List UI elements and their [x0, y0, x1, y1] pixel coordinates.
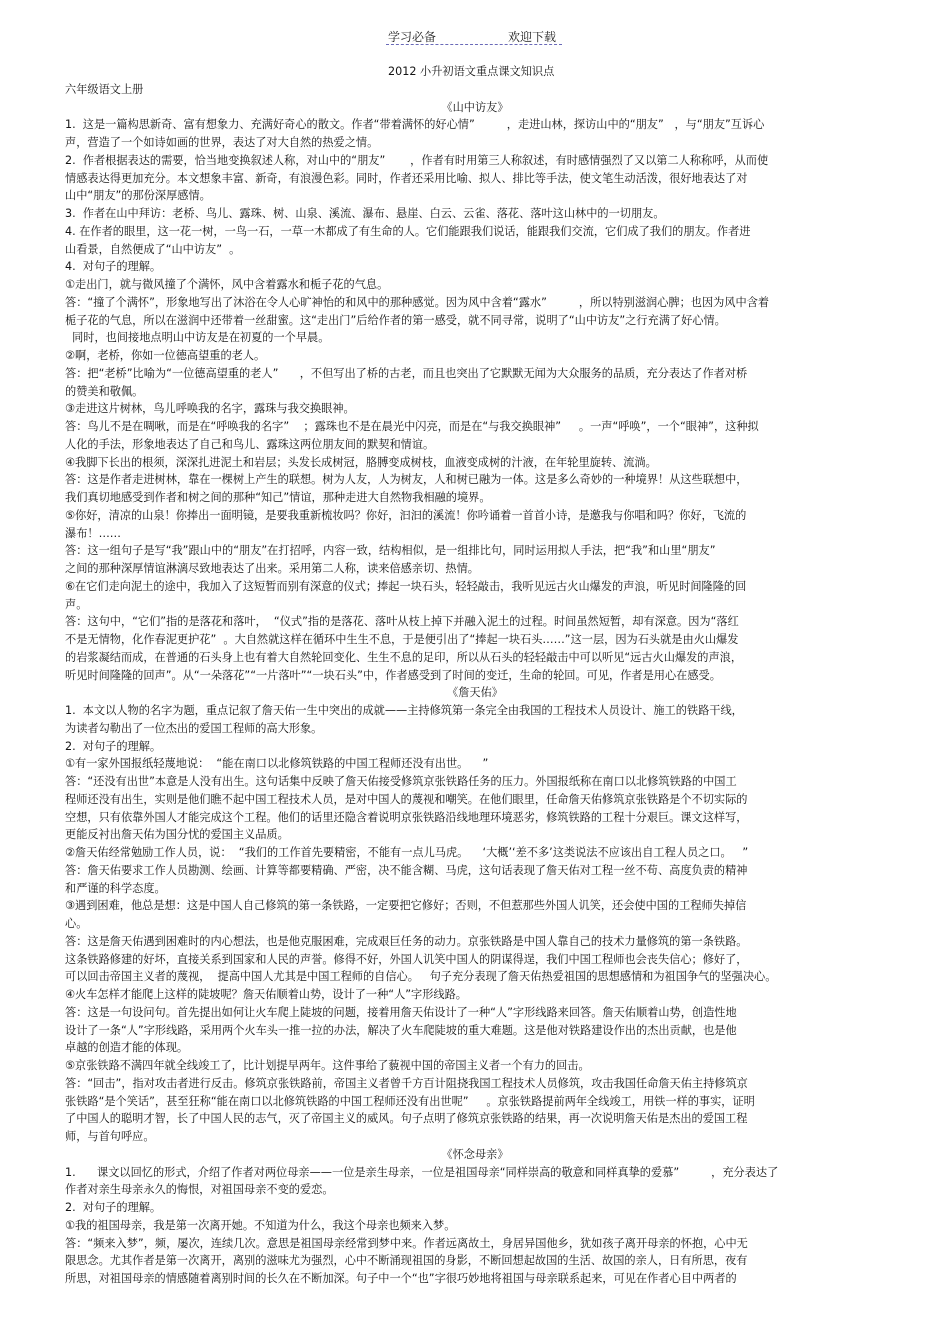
- text-line: 不是无情物，化作春泥更护花” 。大自然就这样在循环中生生不息，于是便引出了“捧起一块石头……”这一层，因为石头就是由火山爆发: [65, 633, 739, 646]
- text-line: ④我脚下长出的根须，深深扎进泥土和岩层；头发长成树冠，胳膊变成树枝，血液变成树的汁液，在年轮里旋转、流淌。: [65, 455, 657, 469]
- text-line: 栀子花的气息，所以在滋润中还带着一丝甜蜜。这“走出门”后给作者的第一感受，就不同寻常，说明了“山中访友”之行充满了好心情。: [65, 313, 726, 327]
- text-line: 2. 对句子的理解。: [65, 1201, 162, 1214]
- text-line: ③遇到困难，他总是想：这是中国人自己修筑的第一条铁路，一定要把它修好；否则，不但惹那些外国人讥笑，还会使中国的工程师失掉信: [65, 899, 747, 913]
- text-line: 设计了一条“人”字形线路，采用两个火车头一推一拉的办法，解决了火车爬陡坡的重大难题。这是他对铁路建设作出的杰出贡献，也是他: [65, 1023, 737, 1037]
- section-heading: 《詹天佑》: [447, 686, 503, 700]
- text-line: 空想，只有依靠外国人才能完成这个工程。他们的话里还隐含着说明京张铁路沿线地理环境恶劣，修筑铁路的工程十分艰巨。课文这样写，: [65, 810, 748, 824]
- text-line: ④火车怎样才能爬上这样的陡坡呢？詹天佑顺着山势，设计了一种“人”字形线路。: [65, 988, 467, 1001]
- text-line: 所思，对祖国母亲的情感随着离别时间的长久在不断加深。句子中一个“也”字很巧妙地将祖国与母亲联系起来，可见在作者心目中两者的: [65, 1272, 737, 1285]
- text-line: ⑤你好，清凉的山泉！你捧出一面明镜，是要我重新梳妆吗？你好，汩汩的溪流！你吟诵着一首首小诗，是邀我与你唱和吗？你好，飞流的: [65, 508, 747, 522]
- header-left-text: 学习必备: [388, 30, 437, 44]
- text-line: 4. 在作者的眼里，这一花一树，一鸟一石，一草一木都成了有生命的人。它们能跟我们说话，能跟我们交流，它们成了我们的朋友。作者进: [65, 224, 751, 238]
- text-line: 程师还没有出生，实则是他们瞧不起中国工程技术人员，是对中国人的蔑视和嘲笑。在他们眼里，任命詹天佑修筑京张铁路是个不切实际的: [65, 792, 748, 806]
- text-line: 同时，也间接地点明山中访友是在初夏的一个早晨。: [65, 331, 330, 345]
- text-line: 瀑布！……: [65, 526, 121, 540]
- text-line: 可以回击帝国主义者的蔑视， 提高中国人尤其是中国工程师的自信心。 句子充分表现了詹天佑热爱祖国的思想感情和为祖国争气的坚强决心。: [65, 970, 777, 984]
- text-line: 答：这是詹天佑遇到困难时的内心想法，也是他克服困难，完成艰巨任务的动力。京张铁路是中国人靠自己的技术力量修筑的第一条铁路。: [65, 934, 748, 948]
- text-line: ①有一家外国报纸轻蔑地说： “能在南口以北修筑铁路的中国工程师还没有出世。 ”: [65, 757, 489, 771]
- text-line: 答：这是一句设问句。首先提出如何让火车爬上陡坡的问题，接着用詹天佑设计了一种“人”字形线路来回答。詹天佑顺着山势，创造性地: [65, 1005, 737, 1019]
- text-line: 1. 这是一篇构思新奇、富有想象力、充满好奇心的散文。作者“带着满怀的好心情” ，走进山林，探访山中的“朋友” ，与“朋友”互诉心: [65, 118, 765, 132]
- text-line: 答：这句中，“它们”指的是落花和落叶， “仪式”指的是落花、落叶从枝上掉下并融入泥土的过程。时间虽然短暂，却有深意。因为“落红: [65, 615, 739, 629]
- text-line: ①我的祖国母亲，我是第一次离开她。不知道为什么，我这个母亲也频来入梦。: [65, 1218, 456, 1232]
- text-line: 作者对亲生母亲永久的悔恨，对祖国母亲不变的爱恋。: [65, 1183, 334, 1197]
- header-divider: [386, 44, 562, 45]
- text-line: ⑥在它们走向泥土的途中，我加入了这短暂而别有深意的仪式；捧起一块石头，轻轻敲击，我听见远古火山爆发的声浪，听见时间隆隆的回: [65, 579, 747, 593]
- text-line: ②啊，老桥，你如一位德高望重的老人。: [65, 349, 266, 362]
- text-line: ③走进这片树林，鸟儿呼唤我的名字，露珠与我交换眼神。: [65, 402, 355, 416]
- text-line: 之间的那种深厚情谊淋漓尽致地表达了出来。采用第二人称，读来倍感亲切、热情。: [65, 562, 479, 575]
- text-line: 山中“朋友”的那份深厚感情。: [65, 189, 211, 203]
- text-line: 答：詹天佑要求工作人员勘测、绘画、计算等都要精确、严密，决不能含糊、马虎，这句话表现了詹天佑对工程一丝不苟、高度负责的精神: [65, 863, 748, 877]
- text-line: 心。: [65, 917, 88, 930]
- text-line: 1. 课文以回忆的形式，介绍了作者对两位母亲——一位是亲生母亲，一位是祖国母亲“同样崇高的敬意和同样真挚的爱慕” ，充分表达了: [65, 1165, 779, 1179]
- text-line: 4. 对句子的理解。: [65, 260, 162, 274]
- text-line: ①走出门，就与微风撞了个满怀，风中含着露水和栀子花的气息。: [65, 278, 389, 291]
- text-line: 师，与首句呼应。: [65, 1130, 155, 1143]
- text-line: 2. 作者根据表达的需要，恰当地变换叙述人称，对山中的“朋友” ，作者有时用第三人称叙述，有时感情强烈了又以第二人称称呼，从而使: [65, 153, 769, 167]
- section-heading: 《怀念母亲》: [441, 1147, 509, 1161]
- text-line: 这条铁路修建的好坏，直接关系到国家和人民的声誉。修得不好，外国人讥笑中国人的阴谋得逞，我们中国工程师也会丧失信心；修好了，: [65, 952, 748, 966]
- text-line: 限思念。尤其作者是第一次离开，离别的滋味尤为强烈，心中不断涌现祖国的身影，不断回想起故国的生活、故国的亲人，日有所思，夜有: [65, 1254, 748, 1268]
- text-line: 山看景，自然便成了“山中访友” 。: [65, 242, 241, 256]
- header-right-text: 欢迎下载: [508, 30, 557, 44]
- text-line: 1. 本文以人物的名字为题，重点记叙了詹天佑一生中突出的成就——主持修筑第一条完全由我国的工程技术人员设计、施工的铁路干线，: [65, 704, 743, 717]
- text-line: 2. 对句子的理解。: [65, 739, 162, 753]
- text-line: 答：“频来入梦”，频，屡次，连续几次。意思是祖国母亲经常到梦中来。作者远离故土，身居异国他乡，犹如孩子离开母亲的怀抱，心中无: [65, 1236, 748, 1250]
- text-line: 卓越的创造才能的体现。: [65, 1041, 189, 1055]
- text-line: 答：这是作者走进树林，靠在一棵树上产生的联想。树为人友，人为树友，人和树已融为一体。这是多么奇妙的一种境界！从这些联想中，: [65, 473, 748, 487]
- text-line: 了中国人的聪明才智，长了中国人民的志气，灭了帝国主义的威风。句子点明了修筑京张铁路的结果，再一次说明詹天佑是杰出的爱国工程: [65, 1112, 748, 1126]
- text-line: 听见时间隆隆的回声”。从“一朵落花”“一片落叶”“一块石头”中，作者感受到了时间的变迁，生命的轮回。可见，作者是用心在感受。: [65, 668, 721, 682]
- text-line: 答：“还没有出世”本意是人没有出生。这句话集中反映了詹天佑接受修筑京张铁路任务的压力。外国报纸称在南口以北修筑铁路的中国工: [65, 775, 737, 788]
- text-line: 声，营造了一个如诗如画的世界，表达了对大自然的热爱之情。: [65, 136, 379, 149]
- text-line: 的岩浆凝结而成，在普通的石头身上也有着大自然轮回变化、生生不息的足印，所以从石头的轻轻敲击中可以听见“远古火山爆发的声浪，: [65, 650, 743, 664]
- text-line: 答：“撞了个满怀”，形象地写出了沐浴在令人心旷神怡的和风中的那种感觉。因为风中含着“露水” ，所以特别滋润心脾；也因为风中含着: [65, 295, 770, 309]
- text-line: 答：把“老桥”比喻为“一位德高望重的老人” ，不但写出了桥的古老，而且也突出了它默默无闻为大众服务的品质，充分表达了作者对桥: [65, 366, 748, 380]
- text-line: 更能反衬出詹天佑为国分忧的爱国主义品质。: [65, 828, 289, 842]
- text-line: 声。: [65, 597, 88, 611]
- text-line: ⑤京张铁路不满四年就全线竣工了，比计划提早两年。这件事给了藐视中国的帝国主义者一个有力的回击。: [65, 1059, 590, 1072]
- text-line: 人化的手法，形象地表达了自己和鸟儿、露珠这两位朋友间的默契和情谊。: [65, 437, 435, 451]
- text-line: 张铁路“是个笑话”，甚至狂称“能在南口以北修筑铁路的中国工程师还没有出世呢” 。京张铁路提前两年全线竣工，用铁一样的事实，证明: [65, 1094, 755, 1108]
- text-line: 的赞美和敬佩。: [65, 384, 144, 398]
- text-line: 情感表达得更加充分。本文想象丰富、新奇，有浪漫色彩。同时，作者还采用比喻、拟人、排比等手法，使文笔生动活泼，很好地表达了对: [65, 171, 748, 185]
- text-line: 六年级语文上册: [65, 82, 144, 96]
- document-title: 2012 小升初语文重点课文知识点: [388, 65, 555, 78]
- text-line: ②詹天佑经常勉励工作人员，说： “我们的工作首先要精密，不能有一点儿马虎。 ‘大概’‘差不多’这类说法不应该出自工程人员之口。 ”: [65, 846, 749, 859]
- text-line: 我们真切地感受到作者和树之间的那种“知己”情谊，那种走进大自然物我相融的境界。: [65, 491, 491, 504]
- text-line: 答：鸟儿不是在啁啾，而是在“呼唤我的名字” ；露珠也不是在晨光中闪亮，而是在“与我交换眼神” 。一声“呼唤”，一个“眼神”，这种拟: [65, 420, 759, 433]
- text-line: 和严谨的科学态度。: [65, 881, 166, 895]
- text-line: 3. 作者在山中拜访：老桥、鸟儿、露珠、树、山泉、溪流、瀑布、悬崖、白云、云雀、落花、落叶这山林中的一切朋友。: [65, 207, 665, 220]
- text-line: 为读者勾勒出了一位杰出的爱国工程师的高大形象。: [65, 721, 323, 735]
- text-line: 答：“回击”，指对攻击者进行反击。修筑京张铁路前，帝国主义者曾千方百计阻挠我国工程技术人员修筑，攻击我国任命詹天佑主持修筑京: [65, 1076, 748, 1090]
- text-line: 答：这一组句子是写“我”跟山中的“朋友”在打招呼，内容一致，结构相似，是一组排比句，同时运用拟人手法，把“我”和山里“朋友”: [65, 544, 716, 558]
- section-heading: 《山中访友》: [441, 100, 509, 114]
